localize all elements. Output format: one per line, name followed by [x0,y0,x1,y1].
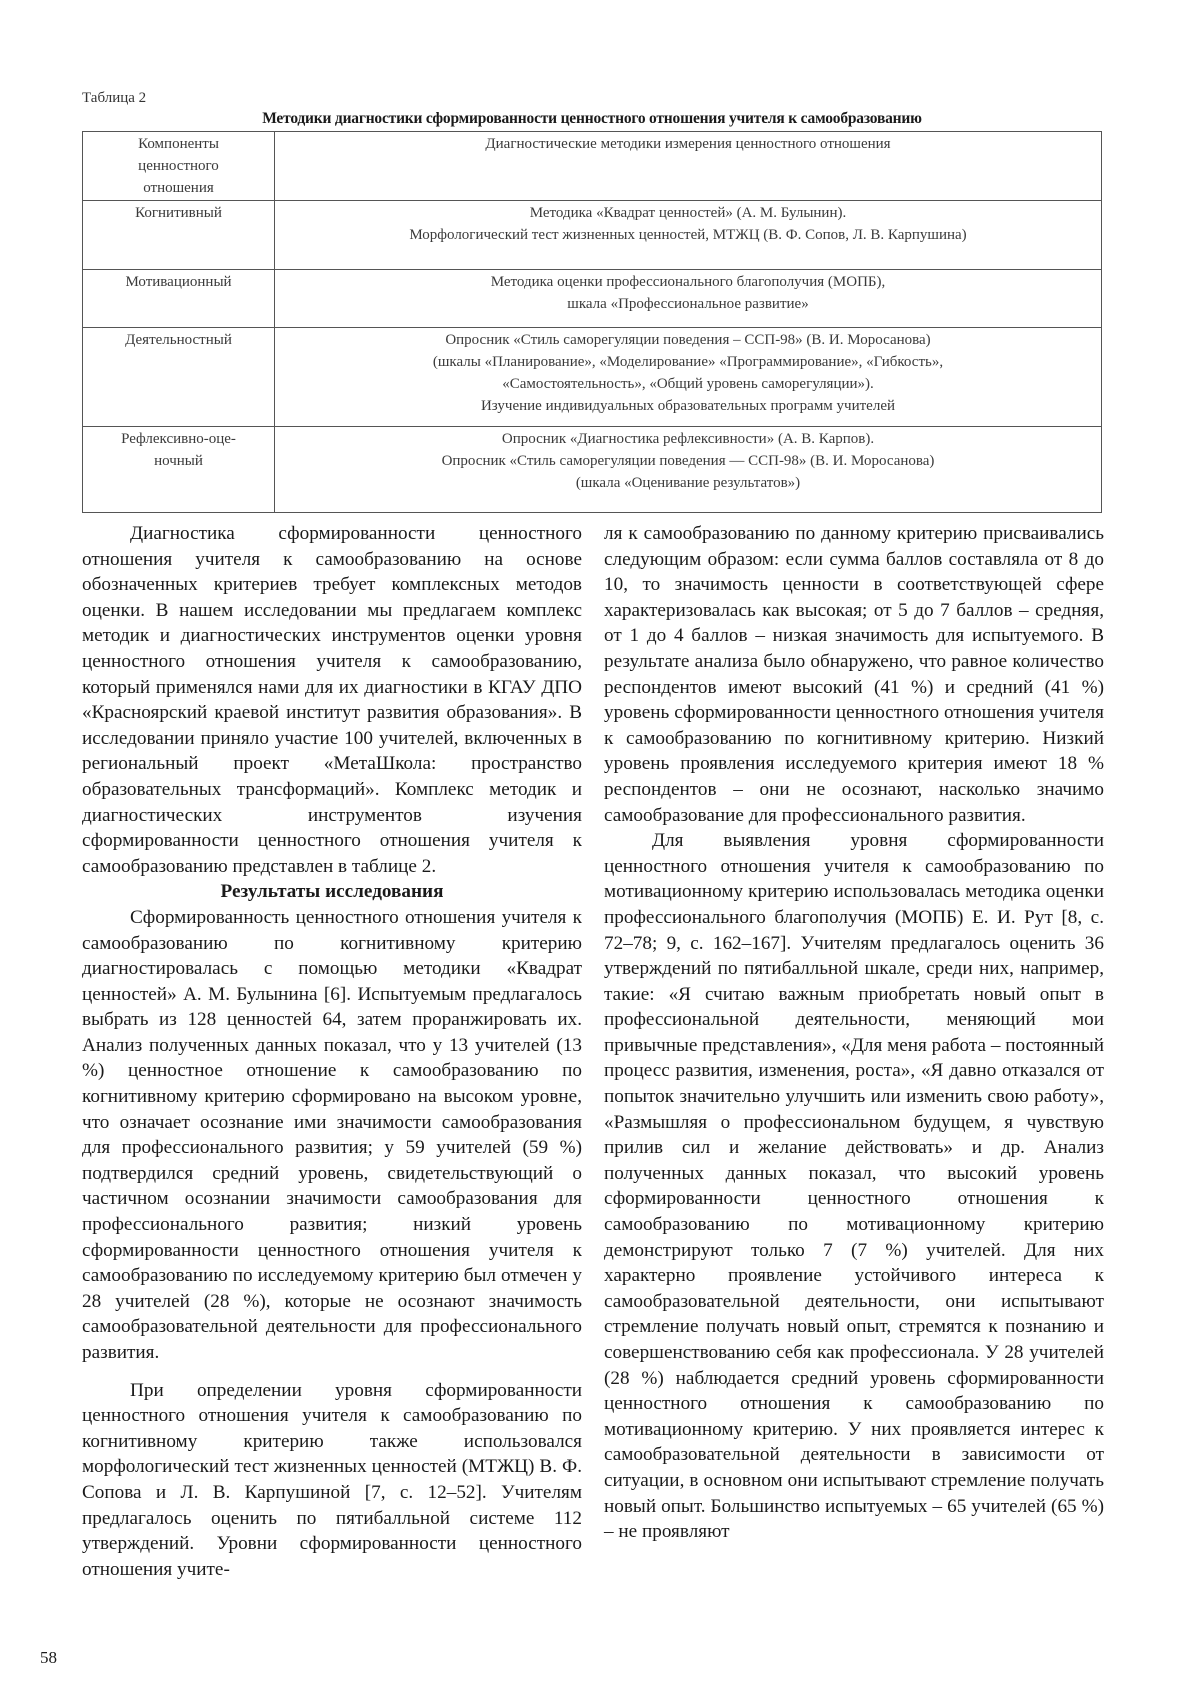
right-column [604,521,1104,1545]
header-line: отношения [143,180,214,196]
method-line: Изучение индивидуальных образовательных программ учителей [480,398,896,414]
method-line: Опросник «Стиль саморегуляции поведения – ССП-98» (В. И. Моросанова) [445,332,931,348]
paragraph: Для выявления уровня сформированности ценностного отношения учителя к самообразованию по мотивационному критерию использовалась методика оценки профессионального благополучия (МОПБ) Е. И. Рут [8, с. 72–78; 9, с. 162–167]. Учителям предлагалось оценить 36 утверждений по пятибалльной шкале, среди них, например, такие: «Я считаю важным приобретать новый опыт в профессиональной деятельности, меняющий мои привычные представления», «Для меня работа – постоянный процесс развития, изменения, роста», «Я давно отказался от попыток значительно улучшить или изменить свою работу», «Размышляя о профессиональном будущем, я чувствую прилив сил и желание действовать» и др. Анализ полученных данных показал, что высокий уровень сформированности ценностного отношения к самообразованию по мотивационному критерию демонстрируют только 7 (7 %) учителей. Для них характерно проявление устойчивого интереса к самообразовательной деятельности, они испытывают стремление получать новый опыт, стремятся к познанию и совершенствованию себя как профессионала. У 28 учителей (28 %) наблюдается средний уровень сформированности ценностного отношения к самообразованию по мотивационному критерию. У них проявляется интерес к самообразовательной деятельности в зависимости от ситуации, в основном они испытывают стремление получать новый опыт. Большинство испытуемых – 65 учителей (65 %) – не проявляют [604,830,1104,1543]
table-title: Методики диагностики сформированности ценностного отношения учителя к самообразованию [262,110,922,127]
methods-table [82,131,1102,513]
header-methods-cell: Диагностические методики измерения ценностного отношения [275,132,1102,201]
component-cell: Мотивационный [83,270,275,328]
paragraph: Диагностика сформированности ценностного отношения учителя к самообразованию на основе обозначенных критериев требует комплексных методов оценки. В нашем исследовании мы предлагаем комплекс методик и диагностических инструментов оценки уровня ценностного отношения учителя к самообразованию, который применялся нами для их диагностики в КГАУ ДПО «Красноярский краевой институт развития образования». В исследовании приняло участие 100 учителей, включенных в региональный проект «МетаШкола: пространство образовательных трансформаций». Комплекс методик и диагностических инструментов изучения сформированности ценностного отношения учителя к самообразованию представлен в таблице 2. [82,523,582,877]
methods-cell [275,427,1102,513]
table-row [83,427,1102,513]
table-row [83,201,1102,270]
component-cell [83,427,275,513]
method-line: «Самостоятельность», «Общий уровень саморегуляции»). [502,376,874,392]
methods-cell [275,328,1102,427]
table-row [83,328,1102,427]
table-header-row [83,132,1102,201]
method-line: Опросник «Диагностика рефлексивности» (А. В. Карпов). [501,431,875,447]
page-number: 58 [40,1648,57,1667]
methods-cell [275,270,1102,328]
component-line: ночный [154,453,203,469]
methods-cell [275,201,1102,270]
method-line: Методика оценки профессионального благополучия (МОПБ), [490,274,886,290]
component-line: Рефлексивно-оце- [121,431,236,447]
method-line: (шкала «Оценивание результатов») [575,475,801,491]
method-line: шкала «Профессиональное развитие» [567,296,809,312]
paragraph: При определении уровня сформированности ценностного отношения учителя к самообразованию по когнитивному критерию также использовался морфологический тест жизненных ценностей (МТЖЦ) В. Ф. Сопова и Л. В. Карпушиной [7, с. 12–52]. Учителям предлагалось оценить по пятибалльной системе 112 утверждений. Уровни сформированности ценностного отношения учите- [82,1379,582,1580]
table-label: Таблица 2 [82,90,147,106]
header-components-cell [83,132,275,201]
component-cell: Деятельностный [83,328,275,427]
section-heading: Результаты исследования [220,881,444,903]
method-line: (шкалы «Планирование», «Моделирование» «Программирование», «Гибкость», [432,354,944,370]
header-line: ценностного [138,158,219,174]
method-line: Методика «Квадрат ценностей» (А. М. Булынин). [529,205,847,221]
method-line: Морфологический тест жизненных ценностей, МТЖЦ (В. Ф. Сопов, Л. В. Карпушина) [409,227,967,243]
paragraph: Сформированность ценностного отношения учителя к самообразованию по когнитивному критерию диагностировалась с помощью методики «Квадрат ценностей» А. М. Булынина [6]. Испытуемым предлагалось выбрать из 128 ценностей 64, затем проранжировать их. Анализ полученных данных показал, что у 13 учителей (13 %) ценностное отношение к самообразованию по когнитивному критерию сформировано на высоком уровне, что означает осознание ими значимости самообразования для профессионального развития; у 59 учителей (59 %) подтвердился средний уровень, свидетельствующий о частичном осознании значимости самообразования для профессионального развития; низкий уровень сформированности ценностного отношения учителя к самообразованию по исследуемому критерию был отмечен у 28 учителей (28 %), которые не осознают значимость самообразовательной деятельности для профессионального развития. [82,906,582,1363]
component-cell: Когнитивный [83,201,275,270]
table-row [83,270,1102,328]
paragraph: ля к самообразованию по данному критерию присваивались следующим образом: если сумма баллов составляла от 8 до 10, то значимость ценности в соответствующей сфере характеризовалась как высокая; от 5 до 7 баллов – средняя, от 1 до 4 баллов – низкая значимость для испытуемого. В результате анализа было обнаружено, что равное количество респондентов имеют высокий (41 %) и средний (41 %) уровень сформированности ценностного отношения учителя к самообразованию по когнитивному критерию. Низкий уровень проявления исследуемого критерия имеют 18 % респондентов – они не осознают, насколько значимо самообразование для профессионального развития. [604,523,1104,826]
method-line: Опросник «Стиль саморегуляции поведения — ССП-98» (В. И. Моросанова) [441,453,935,469]
header-line: Компоненты [138,136,219,152]
left-column [82,521,582,1582]
